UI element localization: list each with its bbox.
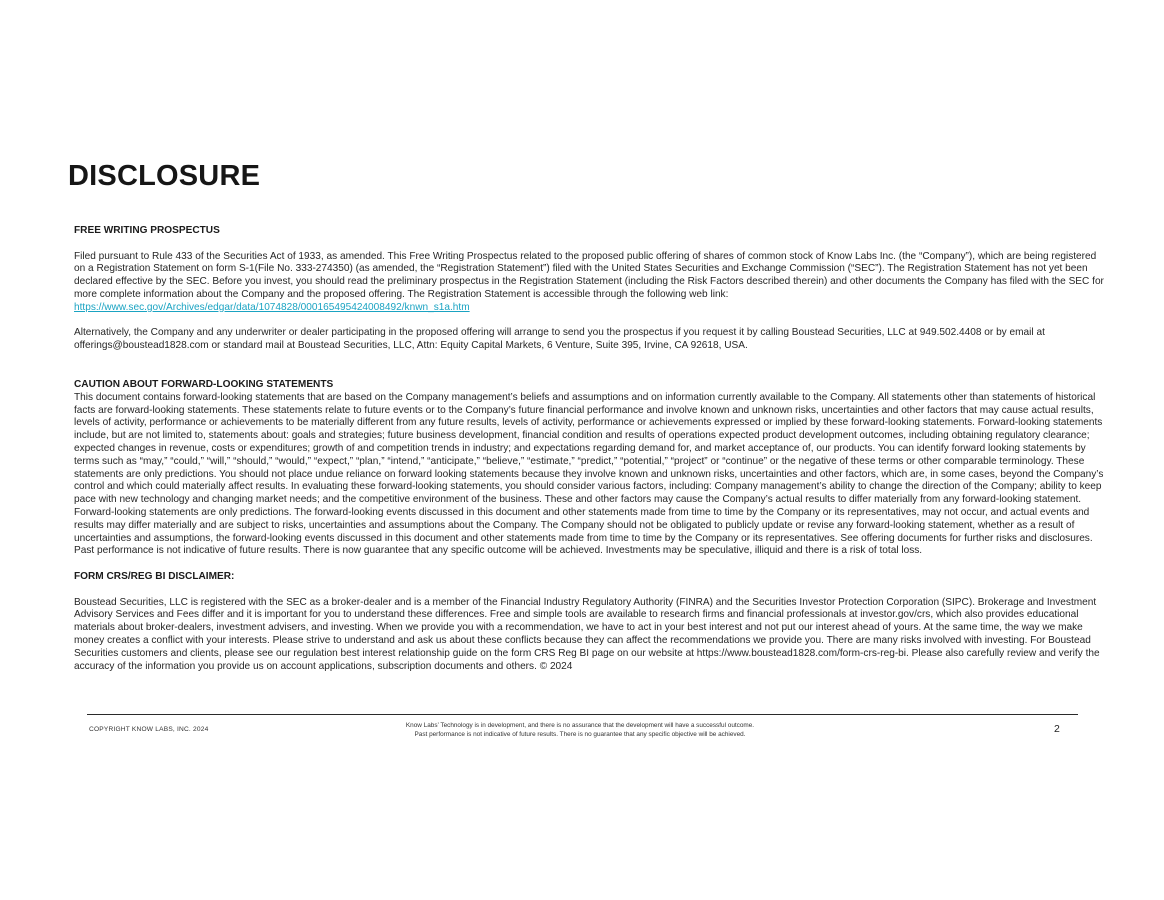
- spacer: [74, 584, 1110, 597]
- disclosure-body: [74, 225, 1110, 673]
- caution-paragraph: This document contains forward-looking statements that are based on the Company management’s beliefs and assumptions and on information currently available to the Company. All statements other than statements of historical facts are forward-looking statements. These statements relate to future events or to the Company’s future financial performance and involve known and unknown risks, uncertainties and other factors that may cause actual results, levels of activity, performance or achievements to be materially different from any future results, levels of activity, performance or achievements expressed or implied by these forward-looking statements. Forward-looking statements include, but are not limited to, statements about: goals and strategies; future business development, financial condition and results of operations expected product development outcomes, including obtaining regulatory clearance; expected changes in revenue, costs or expenditures; growth of and competition trends in industry; and expectations regarding demand for, and market acceptance of, our products. You can identify forward looking statements by terms such as “may,” “could,” “will,” “should,” “would,” “expect,” “plan,” “intend,” “anticipate,” “believe,” “estimate,” “predict,” “potential,” “project” or “continue” or the negative of these terms or other comparable terminology. These statements are only predictions. You should not place undue reliance on forward looking statements because they involve known and unknown risks, uncertainties and other factors, which are, in some cases, beyond the Company’s control and which could materially affect results. In evaluating these forward-looking statements, you should consider various factors, including: Company management’s ability to change the direction of the Company; ability to keep pace with new technology and changing market needs; and the competitive environment of the business. These and other factors may cause the Company’s actual results to differ materially from any forward-looking statement. Forward-looking statements are only predictions. The forward-looking events discussed in this document and other statements made from time to time by the Company or its representatives, may not occur, and actual events and results may differ materially and are subject to risks, uncertainties and assumptions about the Company. The Company should not be obligated to publicly update or revise any forward-looking statement, whether as a result of uncertainties and assumptions, the forward-looking events discussed in this document and other statements made from time to time by the Company or its representatives. See offering documents for further risks and disclosures. Past performance is not indicative of future results. There is now guarantee that any specific outcome will be achieved. Investments may be speculative, illiquid and there is a risk of total loss.: [74, 391, 1104, 557]
- page-number: 2: [1054, 723, 1060, 735]
- spacer: [74, 558, 1110, 571]
- fwp-paragraph-2: Alternatively, the Company and any underwriter or dealer participating in the proposed offering will arrange to send you the prospectus if you request it by calling Boustead Securities, LLC at 949.502.4408 or by email at offerings@boustead1828.com or standard mail at Boustead Securities, LLC, Attn: Equity Capital Markets, 6 Venture, Suite 395, Irvine, CA 92618, USA.: [74, 327, 1045, 352]
- fwp-paragraph-1: [74, 251, 1110, 315]
- footer-divider: [87, 714, 1078, 715]
- fwp-paragraph-1-text: Filed pursuant to Rule 433 of the Securities Act of 1933, as amended. This Free Writing Prospectus related to the proposed public offering of shares of common stock of Know Labs Inc. (the “Company”), which are being registered on a Registration Statement on form S-1(File No. 333-274350) (as amended, the “Registration Statement”) filed with the United States Securities and Exchange Commission (“SEC”). The Registration Statement has not yet been declared effective by the SEC. Before you invest, you should read the preliminary prospectus in the Registration Statement (including the Risk Factors described therein) and other documents the Company has filed with the SEC for more complete information about the Company and the proposed offering. The Registration Statement is accessible through the following web link:: [74, 250, 1104, 300]
- footer-disclaimer-line-1: Know Labs’ Technology is in development, and there is no assurance that the development will have a successful outcome.: [405, 722, 755, 729]
- footer-copyright: COPYRIGHT KNOW LABS, INC. 2024: [89, 726, 209, 733]
- fwp-heading: FREE WRITING PROSPECTUS: [74, 225, 220, 236]
- footer-disclaimer: [330, 722, 830, 739]
- crs-heading: FORM CRS/REG BI DISCLAIMER:: [74, 570, 235, 582]
- crs-paragraph: Boustead Securities, LLC is registered with the SEC as a broker-dealer and is a member of the Financial Industry Regulatory Authority (FINRA) and the Securities Investor Protection Corporation (SIPC). Brokerage and Investment Advisory Services and Fees differ and it is important for you to understand these differences. Free and simple tools are available to research firms and financial professionals at investor.gov/crs, which also provides educational materials about broker-dealers, investment advisers, and investing. When we provide you with a recommendation, we have to act in your best interest and not put our interest ahead of yours. At the same time, the way we make money creates a conflict with your interests. Please strive to understand and ask us about these conflicts because they can affect the recommendations we provide you. There are many risks involved with investing. For Boustead Securities customers and clients, please see our regulation best interest relationship guide on the form CRS Reg BI page on our website at https://www.boustead1828.com/form-crs-reg-bi. Please also carefully review and verify the accuracy of the information you provide us on account applications, subscription documents and others. © 2024: [74, 596, 1100, 672]
- footer-disclaimer-line-2: Past performance is not indicative of future results. There is no guarantee that any specific objective will be achieved.: [414, 730, 746, 738]
- spacer: [74, 315, 1110, 328]
- caution-heading: CAUTION ABOUT FORWARD-LOOKING STATEMENTS: [74, 378, 334, 390]
- page-title: DISCLOSURE: [68, 160, 261, 192]
- spacer: [74, 238, 1110, 251]
- spacer: [74, 353, 1110, 379]
- sec-registration-link[interactable]: https://www.sec.gov/Archives/edgar/data/1074828/000165495424008492/knwn_s1a.htm: [74, 301, 470, 313]
